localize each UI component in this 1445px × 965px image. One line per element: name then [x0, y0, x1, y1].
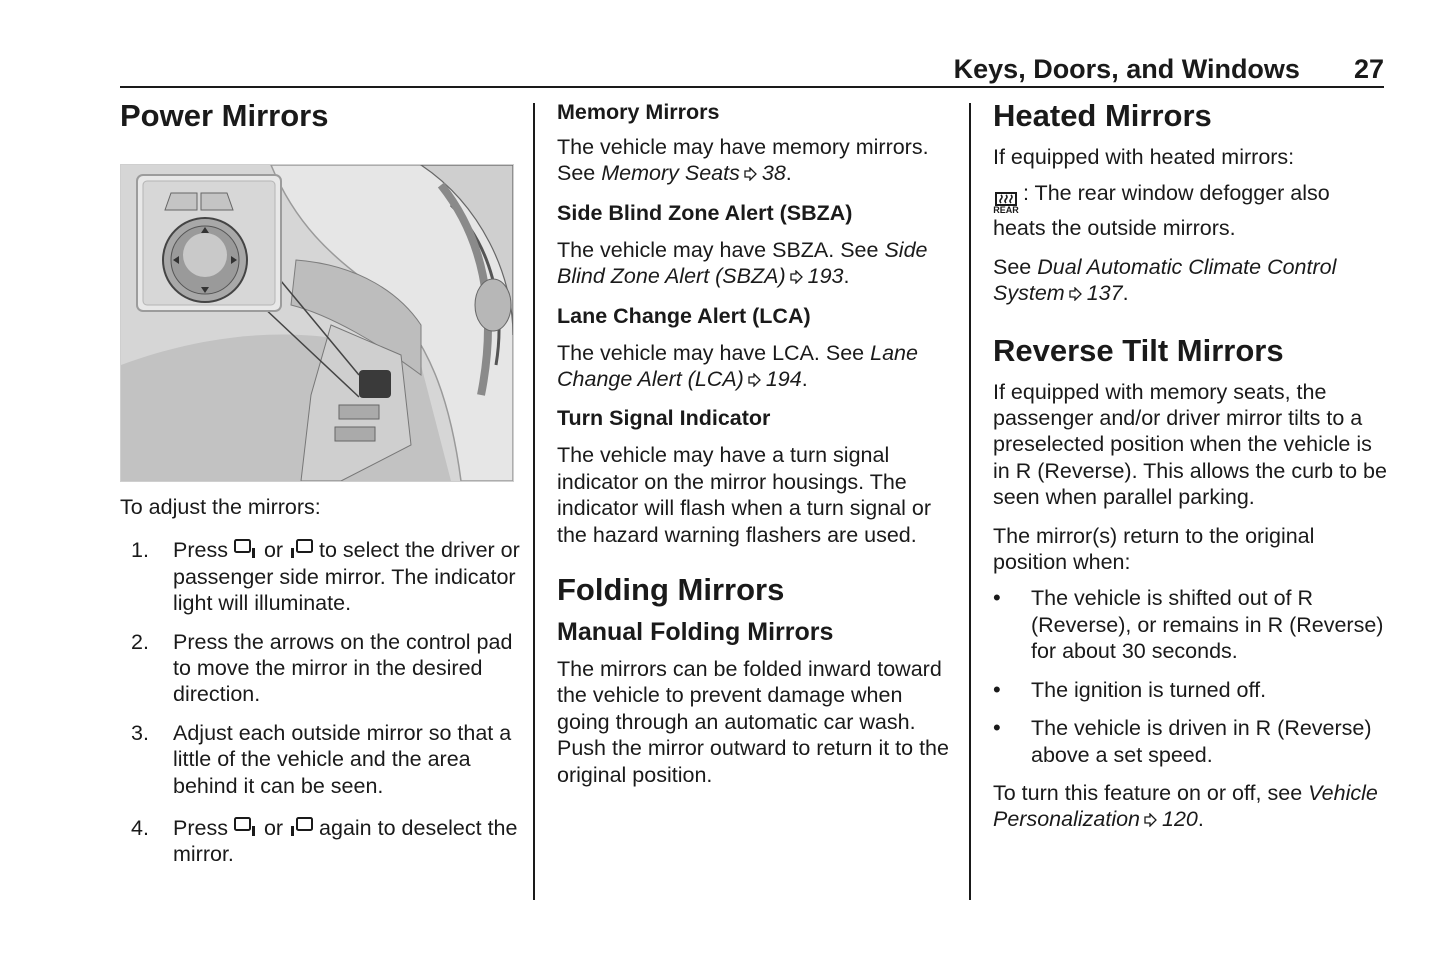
folding-mirrors-heading: Folding Mirrors — [557, 572, 785, 608]
defogger-label: REAR — [993, 205, 1019, 216]
reverse-tilt-p1: If equipped with memory seats, the passenger and/or driver mirror tilts to a preselected position when the vehicle is in R (Reverse). This allows the curb to be seen when parallel parking. — [993, 379, 1387, 510]
memory-mirrors-text — [557, 134, 952, 187]
column-heated-reverse — [993, 96, 1388, 833]
door-panel-drawing — [121, 165, 513, 481]
climate-ref[interactable]: Dual Automatic Climate Control System — [993, 254, 1337, 306]
lca-body: The vehicle may have LCA. See — [557, 340, 865, 365]
personalization-page[interactable]: 120 — [1162, 807, 1198, 832]
mirror-control-illustration — [120, 164, 514, 482]
step-number: 2. — [131, 629, 149, 654]
rear-defogger-icon — [993, 192, 1019, 215]
return-conditions-list — [993, 585, 1388, 767]
memory-seats-link[interactable] — [601, 161, 786, 185]
page-ref-arrow-icon — [748, 373, 761, 387]
bullet: • — [993, 676, 1001, 702]
step-text-post: again to — [319, 816, 396, 841]
step-2 — [120, 629, 520, 708]
list-item-text: The ignition is turned off. — [1031, 677, 1267, 702]
page-ref-arrow-icon — [1069, 287, 1082, 301]
step-4 — [120, 815, 520, 868]
memory-text: The vehicle may have memory mirrors. See — [557, 135, 929, 186]
lca-ref[interactable]: Lane Change Alert (LCA) — [557, 340, 918, 392]
step-number: 3. — [131, 720, 149, 745]
bullet: • — [993, 585, 1001, 611]
turn-signal-text: The vehicle may have a turn signal indicator on the mirror housings. The indicator will flash when a turn signal or the hazard warning flashers are used. — [557, 443, 932, 547]
list-item-text: The vehicle is driven in R (Reverse) above a set speed. — [1031, 716, 1372, 767]
bullet: • — [993, 715, 1001, 741]
sbza-ref[interactable]: Side Blind Zone Alert (SBZA) — [557, 237, 928, 289]
left-mirror-select-icon — [234, 538, 258, 560]
column-power-mirrors — [120, 96, 520, 868]
page-number: 27 — [1353, 53, 1384, 84]
sentence-end: . — [843, 264, 850, 289]
climate-ref-text — [993, 254, 1388, 307]
reverse-tilt-heading: Reverse Tilt Mirrors — [993, 332, 1284, 368]
memory-page[interactable]: 38 — [761, 161, 786, 186]
adjust-steps — [120, 537, 520, 867]
sbza-text — [557, 237, 952, 290]
page-header — [120, 52, 1384, 88]
sentence-end: . — [801, 367, 808, 392]
reverse-tilt-p2: The mirror(s) return to the original position when: — [993, 523, 1315, 575]
column-mirror-features — [557, 96, 952, 788]
right-mirror-select-icon — [289, 538, 313, 560]
section-title: Keys, Doors, and Windows — [953, 53, 1300, 84]
defogger-desc: : The rear window defogger also heats the outside mirrors. — [993, 181, 1330, 241]
heated-mirrors-heading: Heated Mirrors — [993, 98, 1212, 133]
column-divider — [533, 103, 535, 900]
memory-ref[interactable]: Memory Seats — [601, 161, 740, 186]
lca-heading: Lane Change Alert (LCA) — [557, 303, 811, 328]
defogger-text — [993, 180, 1388, 241]
sbza-page[interactable]: 193 — [807, 264, 844, 289]
sbza-heading: Side Blind Zone Alert (SBZA) — [557, 200, 853, 225]
left-mirror-select-icon — [234, 816, 258, 838]
turn-signal-heading: Turn Signal Indicator — [557, 406, 771, 431]
column-divider — [969, 103, 971, 900]
page-ref-arrow-icon — [790, 270, 803, 284]
sentence-end: . — [785, 161, 792, 186]
right-mirror-select-icon — [289, 816, 313, 838]
manual-folding-heading: Manual Folding Mirrors — [557, 618, 834, 647]
personalization-text — [993, 780, 1388, 833]
step-text: Press the arrows on the control pad to move the mirror in the desired direction. — [173, 629, 513, 707]
step-text-pre: Press — [173, 538, 228, 563]
sentence-end: . — [1122, 281, 1129, 306]
step-text-rest: deselect the mirror. — [173, 816, 518, 867]
memory-mirrors-heading: Memory Mirrors — [557, 100, 720, 124]
personalization-ref[interactable]: Vehicle Personalization — [993, 780, 1378, 832]
step-text-mid: or — [263, 538, 284, 563]
lca-page[interactable]: 194 — [765, 367, 802, 392]
see-text: See — [993, 254, 1032, 279]
list-item — [993, 677, 1388, 703]
page-ref-arrow-icon — [1144, 813, 1157, 827]
adjust-intro: To adjust the mirrors: — [120, 495, 321, 519]
step-text-post: to select the — [319, 538, 435, 563]
step-3 — [120, 720, 520, 799]
step-text: Adjust each outside mirror so that a little of the vehicle and the area behind it can be seen. — [173, 720, 512, 798]
lca-text — [557, 340, 952, 393]
climate-control-link[interactable] — [993, 255, 1336, 305]
climate-page[interactable]: 137 — [1086, 281, 1123, 306]
list-item — [993, 585, 1388, 664]
sbza-body: The vehicle may have SBZA. See — [557, 237, 879, 262]
step-number: 4. — [131, 816, 149, 841]
step-1 — [120, 537, 520, 616]
folding-text: The mirrors can be folded inward toward the vehicle to prevent damage when going through an automatic car wash. Push the mirror outward to return it to the original position. — [557, 657, 949, 787]
step-number: 1. — [131, 538, 149, 563]
step-text-rest: driver or passenger side mirror. The indicator light will illuminate. — [173, 538, 520, 616]
heated-intro: If equipped with heated mirrors: — [993, 145, 1295, 169]
list-item-text: The vehicle is shifted out of R (Reverse), or remains in R (Reverse) for about 30 seconds. — [1031, 586, 1384, 664]
list-item — [993, 715, 1388, 768]
page-ref-arrow-icon — [744, 167, 757, 181]
sentence-end: . — [1197, 807, 1204, 832]
step-text-pre: Press — [173, 816, 228, 841]
power-mirrors-heading: Power Mirrors — [120, 98, 329, 133]
step-text-mid: or — [263, 816, 284, 841]
personalization-body: To turn this feature on or off, see — [993, 780, 1303, 805]
